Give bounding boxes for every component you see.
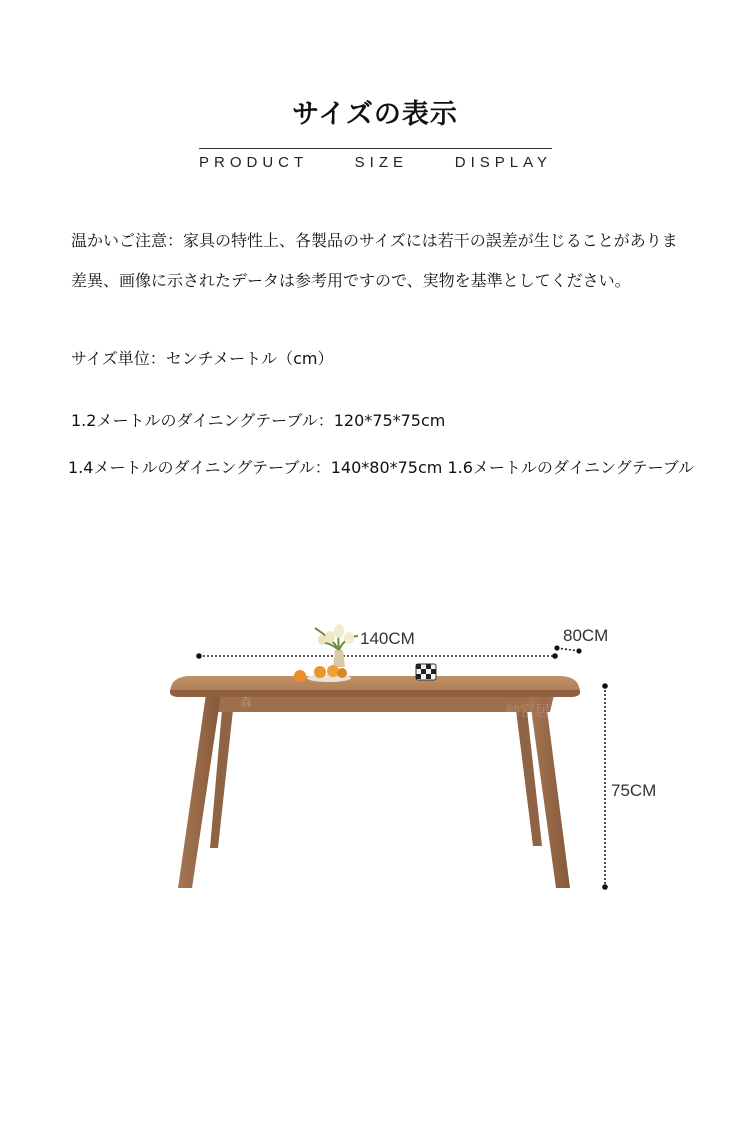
size-unit-note: サイズ単位：センチメートル（cm）	[71, 349, 334, 368]
height-dimension-line	[602, 683, 608, 890]
width-dimension-label: 140CM	[360, 629, 415, 648]
notice-line-1: 温かいご注意：家具の特性上、各製品のサイズには若干の誤差が生じることがありま	[71, 231, 678, 250]
height-dimension-label: 75CM	[611, 781, 657, 800]
size-spec-2: 1.4メートルのダイニングテーブル：140*80*75cm 1.6メートルのダイニングテーブル	[68, 458, 695, 477]
table-front-legs	[178, 694, 570, 888]
page-subtitle: PRODUCT SIZE DISPLAY	[199, 154, 552, 171]
notice-line-2: 差異、画像に示されたデータは参考用ですので、実物を基準としてください。	[71, 271, 631, 290]
fruit-plate-decoration	[294, 665, 351, 682]
table-apron	[206, 695, 554, 712]
width-dimension-line	[196, 653, 558, 659]
svg-text:帅宫居: 帅宫居	[505, 702, 551, 720]
depth-dimension-line	[554, 645, 581, 653]
table-back-legs	[210, 710, 542, 848]
depth-dimension-label: 80CM	[563, 626, 609, 645]
flower-vase-decoration	[315, 624, 358, 667]
svg-text:森: 森	[240, 695, 253, 709]
page-title: サイズの表示	[292, 99, 458, 130]
size-spec-1: 1.2メートルのダイニングテーブル：120*75*75cm	[71, 411, 446, 430]
mug-decoration	[416, 664, 436, 680]
